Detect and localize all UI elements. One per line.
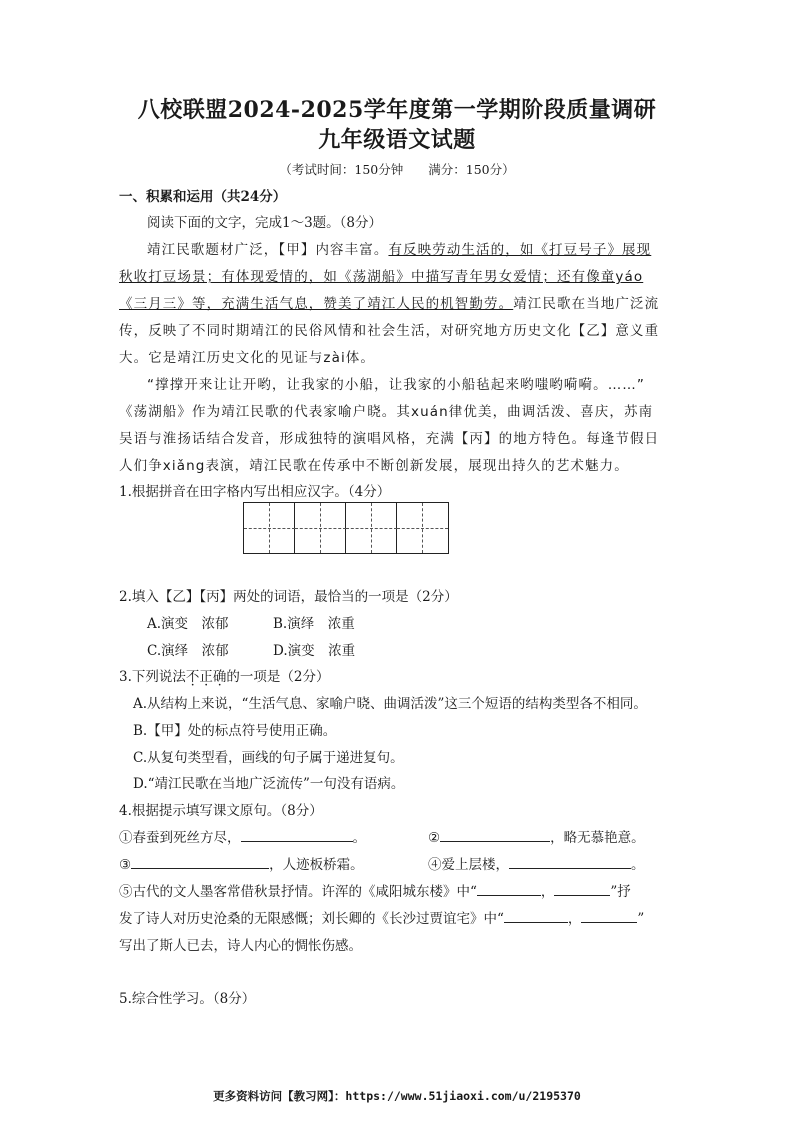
item-text: ②: [428, 830, 441, 846]
item-text: 。: [631, 857, 645, 873]
stem-text: 的一项是（2分）: [226, 669, 330, 685]
reading-instruction: 阅读下面的文字，完成1～3题。（8分）: [147, 215, 383, 231]
question-5: 5.综合性学习。（8分）: [119, 991, 256, 1007]
item-text: 发了诗人对历史沧桑的无限感慨；刘长卿的《长沙过贾谊宅》中“: [119, 911, 504, 927]
option-a[interactable]: A.从结构上来说，“生活气息、家喻户晓、曲调活泼”这三个短语的结构类型各不相同。: [133, 696, 647, 712]
exam-title: 八校联盟2024-2025学年度第一学期阶段质量调研: [137, 97, 657, 123]
option-c[interactable]: C.演绎 浓郁: [147, 643, 229, 659]
emphasis-char: 正: [199, 669, 213, 685]
answer-blank[interactable]: [131, 855, 269, 869]
option-d[interactable]: D.“靖江民歌在当地广泛流传”一句没有语病。: [133, 776, 405, 792]
answer-blank[interactable]: [241, 828, 353, 842]
tianzige-cell[interactable]: [397, 503, 448, 553]
question-1: 1.根据拼音在田字格内写出相应汉字。（4分）: [119, 484, 391, 500]
fill-item-5: [119, 880, 631, 900]
item-text: ①春蚕到死丝方尽，: [119, 830, 241, 846]
fill-item-4: [428, 853, 645, 873]
emphasis-char: 不: [185, 669, 200, 685]
passage-line: 秋收打豆场景；有体现爱情的，如《荡湖船》中描写青年男女爱情；还有像童yáo: [119, 269, 644, 285]
fill-item-5-cont: [119, 907, 644, 927]
answer-blank[interactable]: [554, 882, 610, 896]
answer-blank[interactable]: [581, 909, 637, 923]
passage-text: 靖江民歌题材广泛，【甲】内容丰富。: [147, 242, 389, 258]
fill-item-3: [119, 853, 364, 873]
underlined-sentence: 《三月三》等，充满生活气息，赞美了靖江人民的机智勤劳。: [119, 296, 514, 312]
emphasis-char: 确: [212, 669, 227, 685]
tianzige-grid: [243, 502, 449, 554]
footer-link[interactable]: 更多资料访问【教习网】：https://www.51jiaoxi.com/u/2195370: [213, 1089, 581, 1103]
option-b[interactable]: B.演绎 浓重: [273, 616, 355, 632]
option-a[interactable]: A.演变 浓郁: [147, 616, 229, 632]
item-text: ⑤古代的文人墨客常借秋景抒情。许浑的《咸阳城东楼》中“: [119, 884, 477, 900]
stem-text: 3.下列说法: [119, 669, 186, 685]
item-text: ④爱上层楼，: [428, 857, 509, 873]
item-text: ”抒: [610, 884, 631, 900]
answer-blank[interactable]: [477, 882, 541, 896]
question-4: 4.根据提示填写课文原句。（8分）: [119, 803, 323, 819]
item-text: ，略无慕艳意。: [550, 830, 645, 846]
exam-subtitle: 九年级语文试题: [318, 127, 476, 153]
passage-line: 大。它是靖江历史文化的见证与zài体。: [119, 350, 376, 366]
option-c[interactable]: C.从复句类型看，画线的句子属于递进复句。: [133, 750, 404, 766]
passage-line: 人们争xiǎng表演，靖江民歌在传承中不断创新发展，展现出持久的艺术魅力。: [119, 458, 629, 474]
option-b[interactable]: B.【甲】处的标点符号使用正确。: [133, 723, 337, 739]
passage-line: 传，反映了不同时期靖江的民俗风情和社会生活，对研究地方历史文化【乙】意义重: [119, 323, 660, 339]
item-text: 。: [352, 830, 366, 846]
passage-line: [147, 238, 651, 258]
item-text: ”: [637, 911, 645, 927]
tianzige-cell[interactable]: [295, 503, 346, 553]
item-text: ，: [567, 911, 582, 927]
item-text: ，: [540, 884, 555, 900]
passage-line: 《荡湖船》作为靖江民歌的代表家喻户晓。其xuán律优美，曲调活泼、喜庆，苏南: [119, 404, 654, 420]
section-heading: 一、积累和运用（共24分）: [119, 189, 287, 205]
answer-blank[interactable]: [440, 828, 550, 842]
fill-item-2: [428, 826, 645, 846]
underlined-sentence: 有反映劳动生活的，如《打豆号子》展现: [388, 242, 652, 258]
tianzige-cell[interactable]: [346, 503, 397, 553]
passage-line: “撑撑开来让让开哟，让我家的小船，让我家的小船毡起来哟嗤哟嗬嗬。……”: [147, 377, 645, 393]
fill-item-1: [119, 826, 366, 846]
answer-blank[interactable]: [504, 909, 568, 923]
question-3: [119, 665, 329, 685]
passage-line: 吴语与淮扬话结合发音，形成独特的演唱风格，充满【丙】的地方特色。每逢节假日: [119, 431, 660, 447]
option-d[interactable]: D.演变 浓重: [273, 643, 356, 659]
question-2: 2.填入【乙】【丙】两处的词语，最恰当的一项是（2分）: [119, 589, 458, 605]
passage-line: [119, 292, 659, 312]
exam-info: （考试时间：150分钟 满分：150分）: [279, 162, 515, 177]
item-text: ，人迹板桥霜。: [269, 857, 364, 873]
fill-item-5-end: 写出了斯人已去，诗人内心的惆怅伤感。: [119, 938, 362, 954]
tianzige-cell[interactable]: [244, 503, 295, 553]
passage-text: 靖江民歌在当地广泛流: [513, 296, 660, 312]
item-text: ③: [119, 857, 132, 873]
answer-blank[interactable]: [509, 855, 631, 869]
